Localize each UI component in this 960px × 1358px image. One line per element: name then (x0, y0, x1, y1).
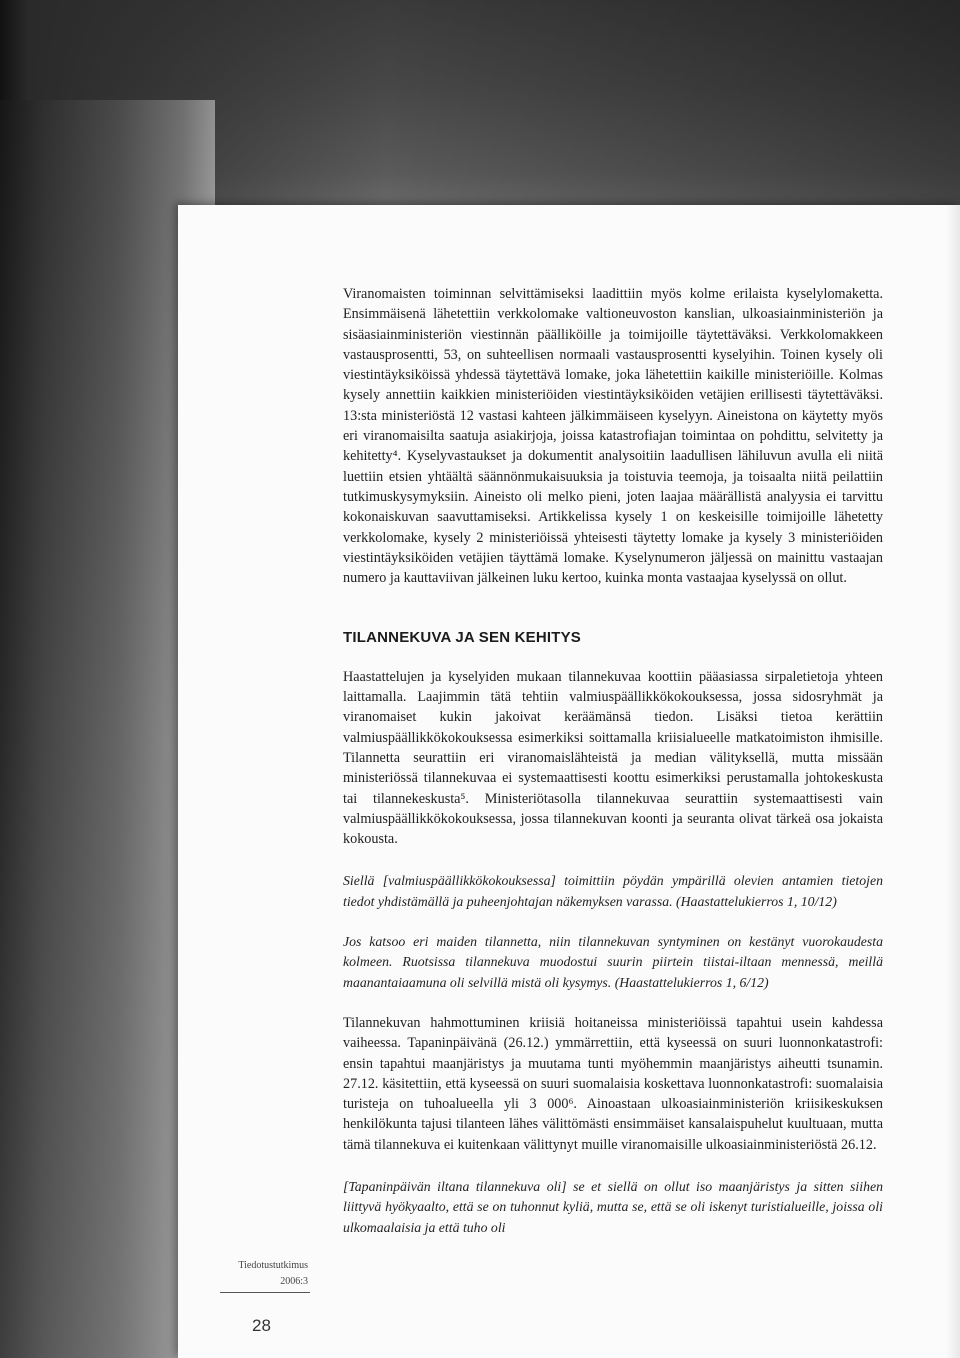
paper-edge-shadow (946, 205, 960, 1358)
journal-issue: 2006:3 (280, 1276, 308, 1287)
footer-rule (220, 1292, 310, 1293)
page-number: 28 (252, 1316, 271, 1335)
paragraph-situation: Haastattelujen ja kyselyiden mukaan tilannekuvaa koottiin pääasiassa sirpaletietoja yhteen laittamalla. Laajimmin tätä tehtiin valmiuspäällikkökokouksessa, jossa sidosryhmät ja viranomaiset kukin jakoivat keräämänsä tiedon. Lisäksi tietoa kerättiin valmiuspäällikkökokouksessa esimerkiksi soittamalla kriisialueelle matkatoimiston ihmisille. Tilannetta seurattiin eri viranomaislähteistä ja median välityksellä, mutta missään ministeriössä tilannekuvaa ei systemaattisesti koottu esimerkiksi perustamalla johtokeskusta tai tilannekeskusta⁵. Ministeriötasolla tilannekuvaa seurattiin systemaattisesti vain valmiuspäällikkökokouksessa, jossa tilannekuvan koonti ja seuranta olivat tärkeä osa jokaista kokousta. (343, 668, 883, 848)
journal-name: Tiedotustutkimus (238, 1260, 308, 1271)
article-body (343, 284, 883, 1238)
quote-3: [Tapaninpäivän iltana tilannekuva oli] se et siellä on ollut iso maanjäristys ja sitten siihen liittyvä hyökyaalto, että se on tuhonnut kyliä, mutta se, että se oli iskenyt turistialueille, joissa oli ulkomaalaisia ja että tuho oli (343, 1178, 883, 1235)
quote-1: Siellä [valmiuspäällikkökokouksessa] toimittiin pöydän ympärillä olevien antamien tietojen tiedot yhdistämällä ja puheenjohtajan näkemyksen varassa. (Haastattelukierros 1, 10/12) (343, 873, 883, 909)
quote-2: Jos katsoo eri maiden tilannetta, niin tilannekuvan syntyminen on kestänyt vuorokaudesta kolmeen. Ruotsissa tilannekuva muodostui suurin piirtein tiistai-iltaan mennessä, meillä maanantaiaamuna oli selvillä mistä oli kysymys. (Haastattelukierros 1, 6/12) (343, 934, 883, 990)
paragraph-phases: Tilannekuvan hahmottuminen kriisiä hoitaneissa ministeriöissä tapahtui usein kahdessa vaiheessa. Tapaninpäivänä (26.12.) ymmärrettiin, että kyseessä on suuri luonnonkatastrofi: ensin tapahtui maanjäristys ja muutama tunti myöhemmin maanjäristys aiheutti tsunamin. 27.12. käsitettiin, että kyseessä on suuri suomalaisia koskettava luonnonkatastrofi: suomalaisia turisteja on tuhoalueella yli 3 000⁶. Ainoastaan ulkoasiainministeriön kriisikeskuksen henkilökunta tajusi tilanteen lähes välittömästi ensimmäiset kansalaispuhelut kuultuaan, mutta tämä tilannekuva ei kuitenkaan välittynyt muille viranomaisille ulkoasiainministeriöstä 26.12. (343, 1014, 883, 1153)
paragraph-methods: Viranomaisten toiminnan selvittämiseksi laadittiin myös kolme erilaista kyselylomaketta. Ensimmäisenä lähetettiin verkkolomake valtioneuvoston kanslian, ulkoasiainministeriön ja sisäasiainministeriön viestinnän päälliköille ja toimijoille täytettäväksi. Verkkolomakkeen vastausprosentti, 53, on suhteellisen normaali vastausprosentti kyselyihin. Toinen kysely oli viestintäyksiköissä yhdessä täytettävä lomake, joka lähetettiin kaikille ministeriöille. Kolmas kysely annettiin kaikkien ministeriöiden viestintäyksiköiden vetäjien erillisesti täytettäväksi. 13:sta ministeriöstä 12 vastasi kahteen jälkimmäiseen kyselyyn. Aineistona on käytetty myös eri viranomaisilta saatuja asiakirjoja, joissa katastrofiajan toimintaa on pohdittu, selvitetty ja kehitetty⁴. Kyselyvastaukset ja dokumentit analysoitiin laadullisen lähiluvun avulla eli niitä luettiin etsien yhtäältä säännönmukaisuuksia ja toistuvia teemoja, ja toisaalta niitä peilattiin tutkimuskysymyksiin. Aineisto oli melko pieni, joten laajaa määrällistä analyysia ei tarvittu kokonaiskuvan saavuttamiseksi. Artikkelissa kysely 1 on keskeisille toimijoille lähetetty verkkolomake, kysely 2 ministeriöissä yhteisesti täytetty lomake ja kysely 3 ministeriöiden viestintäyksiköiden vetäjien täyttämä lomake. Kyselynumeron jäljessä on mainittu vastaajan numero ja kauttaviivan jälkeinen luku kertoo, kuinka monta vastaajaa kyselyssä on ollut. (343, 286, 883, 587)
section-heading: TILANNEKUVA JA SEN KEHITYS (343, 629, 582, 647)
page-footer (190, 1240, 320, 1350)
